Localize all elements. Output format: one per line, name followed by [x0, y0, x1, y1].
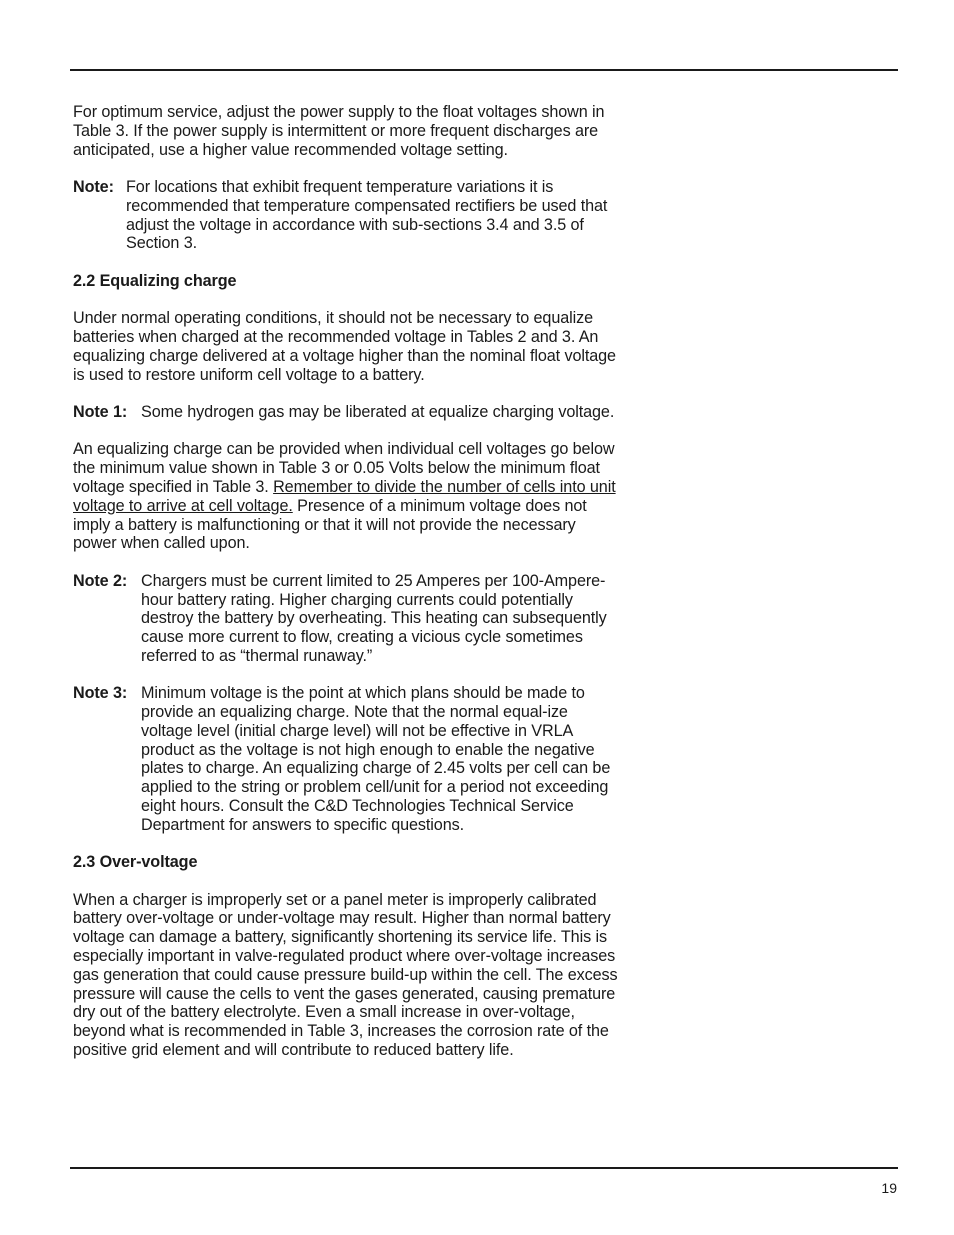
note-1: [73, 403, 618, 422]
section-heading-over-voltage: 2.3 Over-voltage: [73, 853, 198, 872]
paragraph-text: An equalizing charge can be provided when individual cell voltages go below the minimum value shown in Table 3 or 0.05 Volts below the minimum float voltage specified in Table 3.: [73, 440, 615, 496]
note-text: For locations that exhibit frequent temperature variations it is recommended that temperature compensated rectifiers be used that adjust the voltage in accordance with sub-sections 3.4 and 3.5 of Section 3.: [126, 177, 608, 253]
section-heading-equalizing-charge: 2.2 Equalizing charge: [73, 271, 237, 290]
page-number: 19: [881, 1180, 897, 1196]
paragraph-text: Presence of a minimum voltage does not imply a battery is malfunctioning or that it will not provide the necessary power when called upon.: [73, 496, 587, 553]
intro-paragraph: For optimum service, adjust the power supply to the float voltages shown in Table 3. If the power supply is intermittent or more frequent discharges are anticipated, use a higher value recommended voltage setting.: [73, 103, 605, 159]
document-body: [73, 103, 618, 1078]
note-3-label: Note 3:: [73, 684, 128, 703]
note-2-label: Note 2:: [73, 571, 128, 590]
equalizing-paragraph-2: [73, 440, 618, 553]
note-1-text: Some hydrogen gas may be liberated at equalize charging voltage.: [141, 402, 615, 421]
equalizing-paragraph-1: Under normal operating conditions, it should not be necessary to equalize batteries when charged at the recommended voltage in Tables 2 and 3. An equalizing charge delivered at a voltage higher than the nominal float voltage is used to restore uniform cell voltage to a battery.: [73, 309, 616, 384]
over-voltage-paragraph: When a charger is improperly set or a panel meter is improperly calibrated battery over-voltage or under-voltage may result. Higher than normal battery voltage can damage a battery, significantly shortening its service life. This is especially important in valve-regulated product where over-voltage increases gas generation that could cause pressure build-up within the cell. The excess pressure will cause the cells to vent the gases generated, causing premature dry out of the battery electrolyte. Even a small increase in over-voltage, beyond what is recommended in Table 3, increases the corrosion rate of the positive grid element and will contribute to reduced battery life.: [73, 890, 618, 1060]
note-label: Note:: [73, 177, 114, 196]
note-3: [73, 684, 618, 834]
bottom-rule: [70, 1167, 898, 1169]
top-rule: [70, 69, 898, 71]
note-3-text: Minimum voltage is the point at which plans should be made to provide an equalizing charge. Note that the normal equal-ize voltage level (initial charge level) will not be effective in VRLA product as the voltage is not high enough to enable the negative plates to charge. An equalizing charge of 2.45 volts per cell can be applied to the string or problem cell/unit for a period not exceeding eight hours. Consult the C&D Technologies Technical Service Department for answers to specific questions.: [141, 684, 611, 834]
note-2-text: Chargers must be current limited to 25 Amperes per 100-Ampere-hour battery rating. Higher charging currents could potentially destroy the battery by overheating. This heating can subsequently cause more current to flow, creating a vicious cycle sometimes referred to as “thermal runaway.”: [141, 571, 607, 665]
note-temperature: [73, 178, 618, 253]
underlined-instruction: Remember to divide the number of cells into unit voltage to arrive at cell voltage.: [73, 477, 616, 515]
note-2: [73, 572, 618, 666]
note-1-label: Note 1:: [73, 402, 128, 421]
